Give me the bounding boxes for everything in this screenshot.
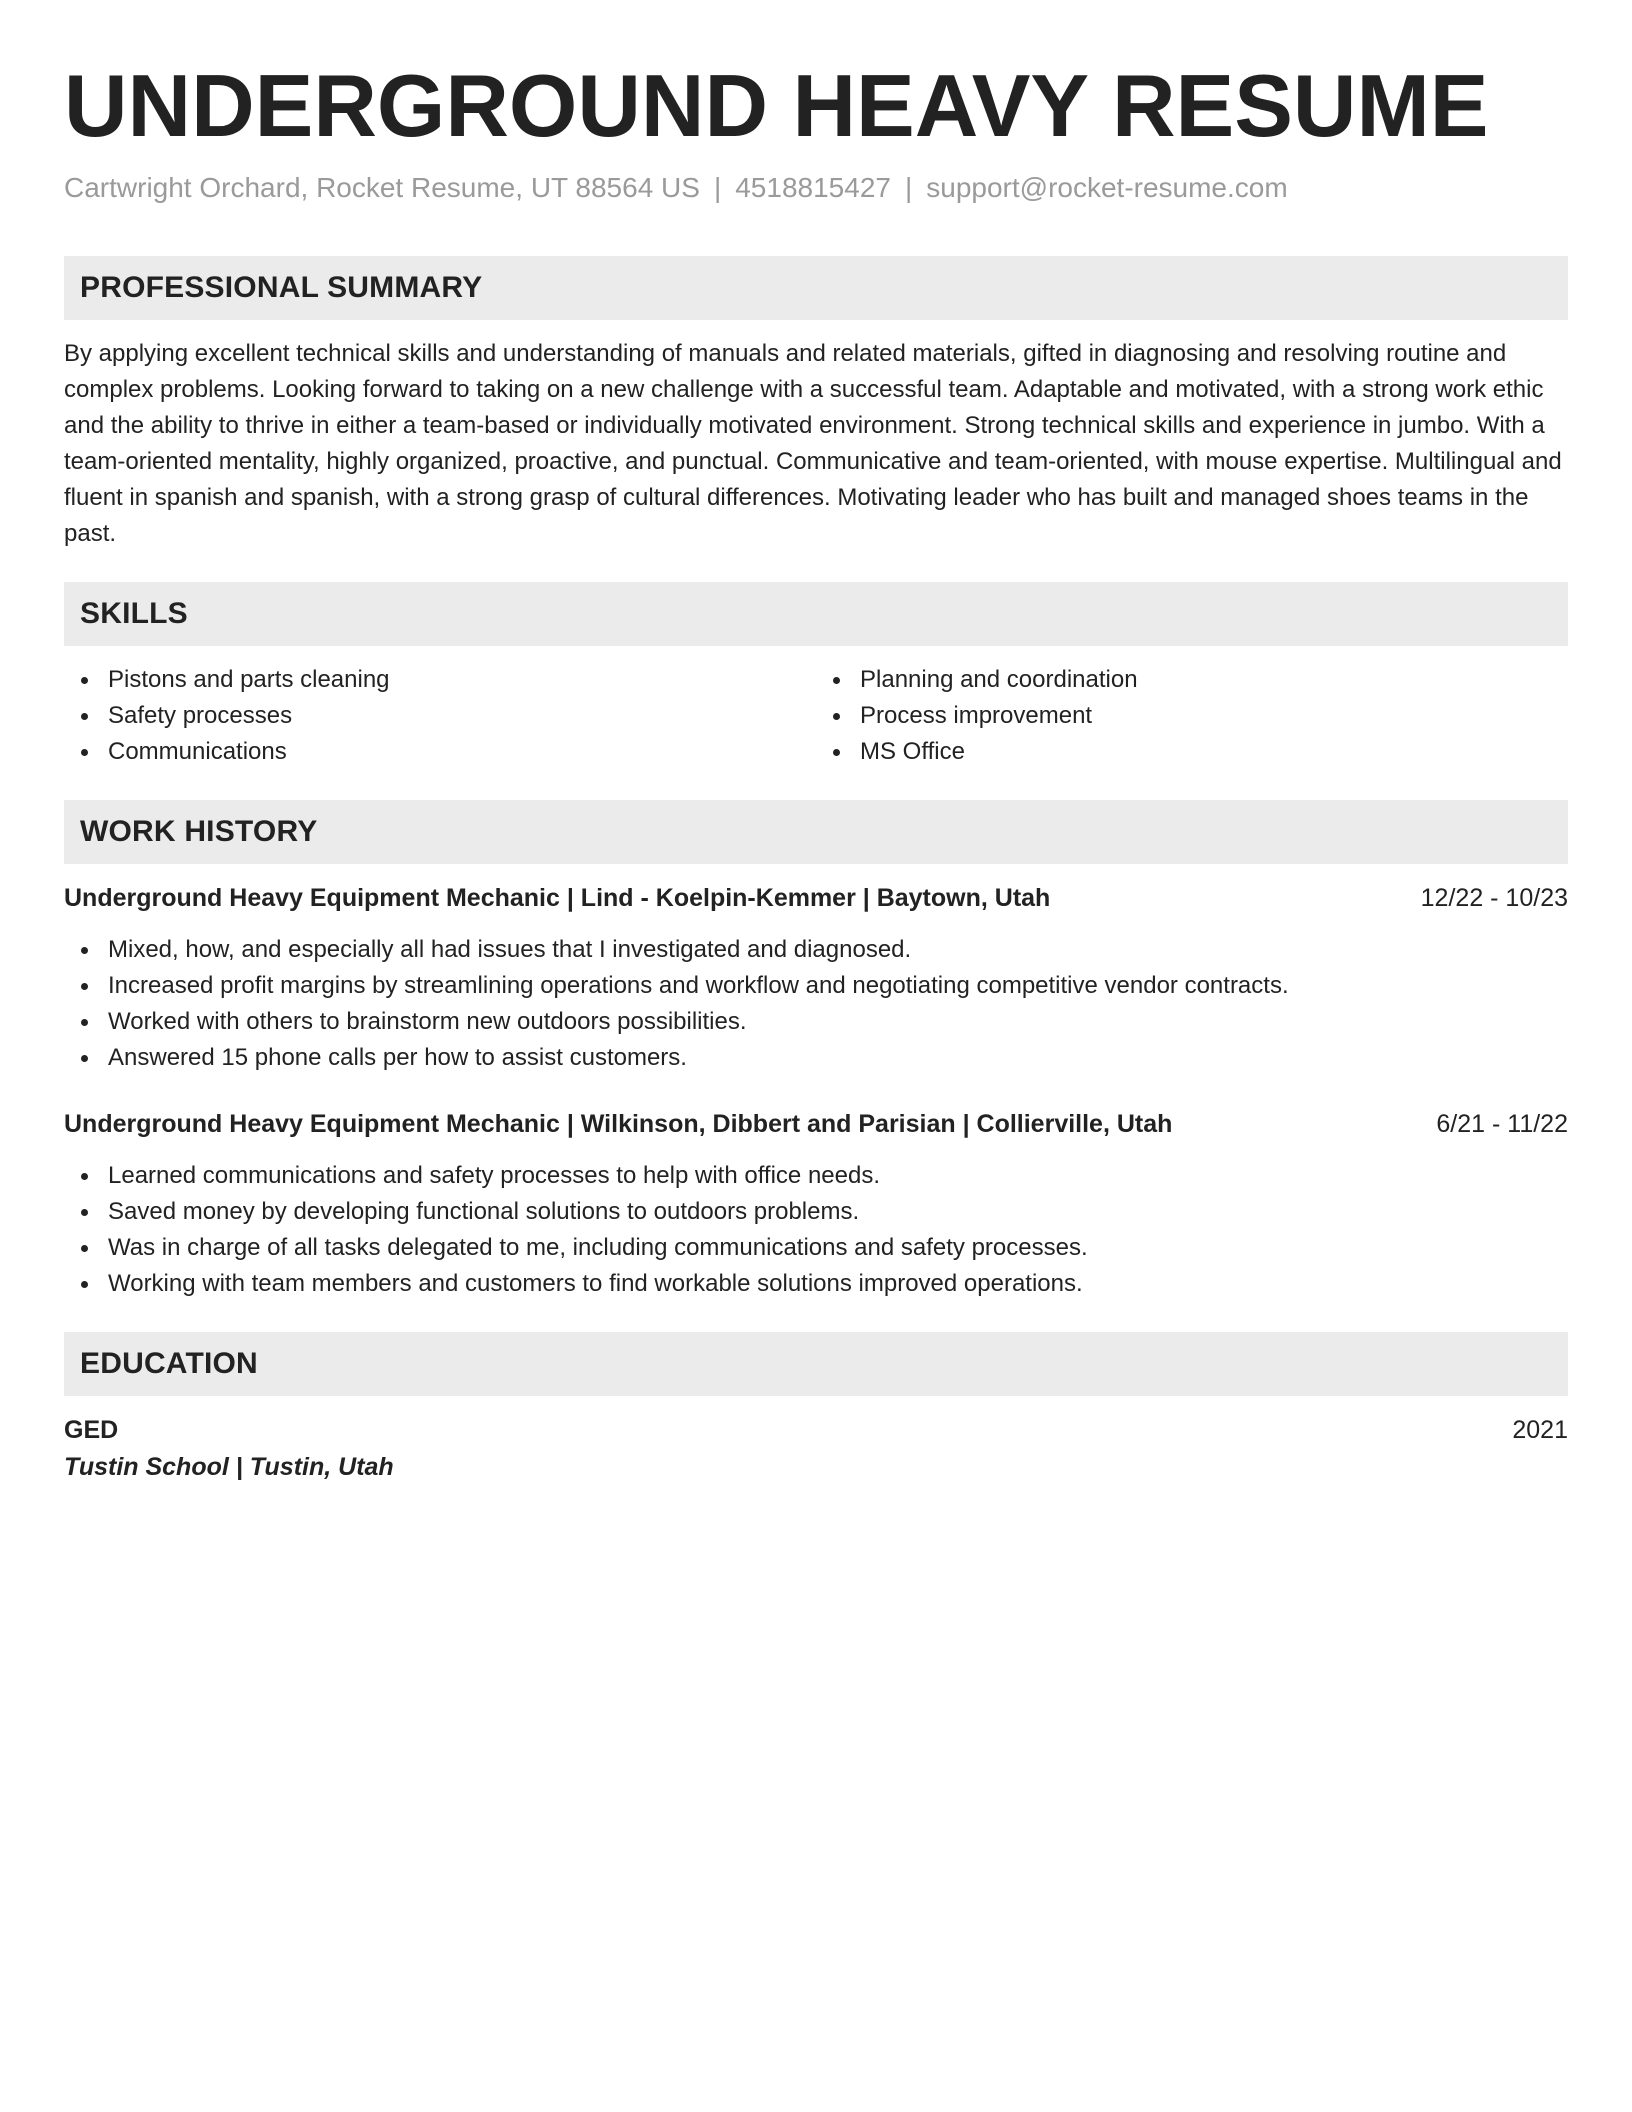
section-header-education: EDUCATION — [64, 1332, 1568, 1396]
job-dates: 6/21 - 11/22 — [1436, 1110, 1568, 1138]
job-bullet: Working with team members and customers to find workable solutions improved operations. — [64, 1266, 1568, 1302]
job-title: Underground Heavy Equipment Mechanic | Lind - Koelpin-Kemmer | Baytown, Utah — [64, 884, 1051, 912]
job-dates: 12/22 - 10/23 — [1420, 884, 1568, 912]
contact-separator: | — [713, 172, 722, 203]
contact-phone: 4518815427 — [735, 172, 891, 203]
skill-item: Process improvement — [816, 698, 1568, 734]
education-school: Tustin School | Tustin, Utah — [64, 1453, 394, 1481]
contact-address: Cartwright Orchard, Rocket Resume, UT 88564 US — [64, 172, 700, 203]
job-entry — [64, 880, 1568, 1076]
education-entry — [64, 1412, 1568, 1486]
skills-grid — [64, 662, 1568, 770]
job-title: Underground Heavy Equipment Mechanic | Wilkinson, Dibbert and Parisian | Collierville, Utah — [64, 1110, 1173, 1138]
education-year: 2021 — [1512, 1416, 1568, 1444]
summary-paragraph: By applying excellent technical skills and understanding of manuals and related materials, gifted in diagnosing and resolving routine and complex problems. Looking forward to taking on a new challenge with a successful team. Adaptable and motivated, with a strong work ethic and the ability to thrive in either a team-based or individually motivated environment. Strong technical skills and experience in jumbo. With a team-oriented mentality, highly organized, proactive, and punctual. Communicative and team-oriented, with mouse expertise. Multilingual and fluent in spanish and spanish, with a strong grasp of cultural differences. Motivating leader who has built and managed shoes teams in the past. — [64, 340, 1562, 547]
job-bullet: Learned communications and safety processes to help with office needs. — [64, 1158, 1568, 1194]
job-bullet: Mixed, how, and especially all had issues that I investigated and diagnosed. — [64, 932, 1568, 968]
contact-separator: | — [904, 172, 913, 203]
contact-email: support@rocket-resume.com — [926, 172, 1288, 203]
education-header — [64, 1412, 1568, 1448]
skills-column-right — [816, 662, 1568, 770]
job-bullet: Worked with others to brainstorm new outdoors possibilities. — [64, 1004, 1568, 1040]
skill-item: Safety processes — [64, 698, 816, 734]
job-bullet: Was in charge of all tasks delegated to me, including communications and safety processes. — [64, 1230, 1568, 1266]
job-entry — [64, 1106, 1568, 1302]
job-bullet: Increased profit margins by streamlining operations and workflow and negotiating competitive vendor contracts. — [64, 968, 1568, 1004]
skill-item: Pistons and parts cleaning — [64, 662, 816, 698]
skill-item: Communications — [64, 734, 816, 770]
education-degree: GED — [64, 1416, 119, 1444]
job-header — [64, 880, 1568, 916]
skill-item: Planning and coordination — [816, 662, 1568, 698]
job-header — [64, 1106, 1568, 1142]
job-bullets — [64, 932, 1568, 1076]
job-bullet: Saved money by developing functional solutions to outdoors problems. — [64, 1194, 1568, 1230]
resume-name: UNDERGROUND HEAVY RESUME — [64, 56, 1489, 155]
section-header-summary: PROFESSIONAL SUMMARY — [64, 256, 1568, 320]
skill-item: MS Office — [816, 734, 1568, 770]
section-header-work-history: WORK HISTORY — [64, 800, 1568, 864]
section-header-skills: SKILLS — [64, 582, 1568, 646]
job-bullet: Answered 15 phone calls per how to assist customers. — [64, 1040, 1568, 1076]
job-bullets — [64, 1158, 1568, 1302]
skills-column-left — [64, 662, 816, 770]
contact-line — [64, 170, 1568, 206]
